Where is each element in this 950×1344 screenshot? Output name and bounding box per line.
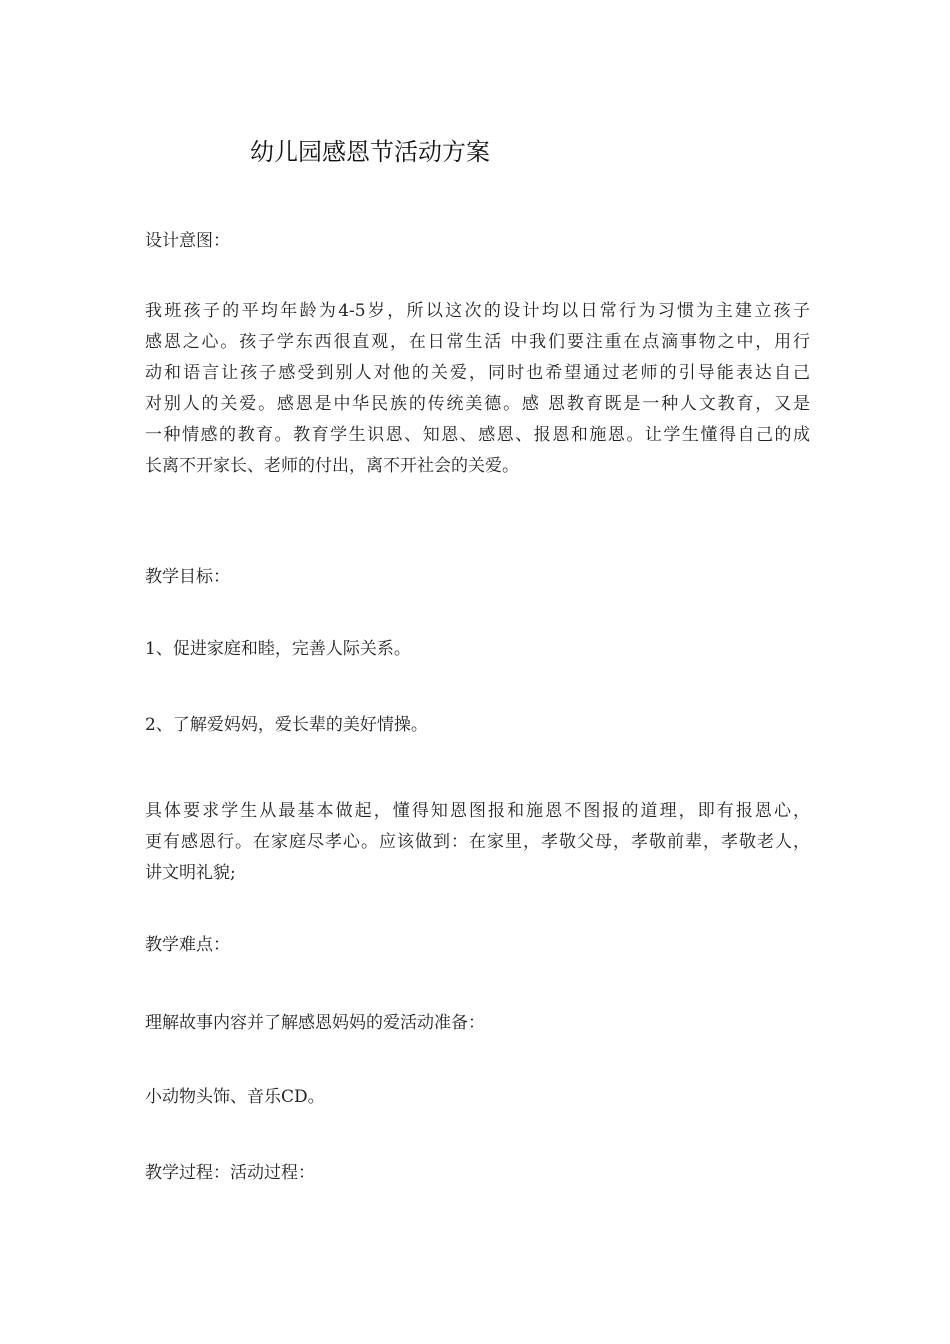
paragraph-line: 我班孩子的平均年龄为4-5岁，所以这次的设计均以日常行为习惯为主建立孩子 <box>145 301 810 321</box>
goal-item-1: 1、促进家庭和睦，完善人际关系。 <box>145 639 411 659</box>
paragraph-line: 动和语言让孩子感受到别人对他的关爱，同时也希望通过老师的引导能表达自己 <box>145 363 810 383</box>
teaching-difficulty-heading: 教学难点： <box>145 935 230 955</box>
paragraph-line: 感恩之心。孩子学东西很直观，在日常生活 中我们要注重在点滴事物之中，用行 <box>145 332 810 352</box>
paragraph-line: 一种情感的教育。教育学生识恩、知恩、感恩、报恩和施恩。让学生懂得自己的成 <box>145 425 810 445</box>
teaching-difficulty-text: 理解故事内容并了解感恩妈妈的爱活动准备： <box>145 1013 485 1033</box>
paragraph-line: 讲文明礼貌; <box>145 863 236 883</box>
preparation-text: 小动物头饰、音乐CD。 <box>145 1087 325 1107</box>
paragraph-line: 具体要求学生从最基本做起，懂得知恩图报和施恩不图报的道理，即有报恩心， <box>145 801 810 821</box>
document-title: 幼儿园感恩节活动方案 <box>250 138 490 166</box>
teaching-process-heading: 教学过程：活动过程： <box>145 1163 315 1183</box>
paragraph-line: 对别人的关爱。感恩是中华民族的传统美德。感 恩教育既是一种人文教育，又是 <box>145 394 810 414</box>
requirements-paragraph <box>145 796 810 889</box>
goal-item-2: 2、了解爱妈妈，爱长辈的美好情操。 <box>145 715 428 735</box>
design-intent-paragraph <box>145 296 810 482</box>
teaching-goals-heading: 教学目标： <box>145 567 230 587</box>
paragraph-line: 更有感恩行。在家庭尽孝心。应该做到：在家里，孝敬父母，孝敬前辈，孝敬老人， <box>145 832 810 852</box>
design-intent-heading: 设计意图： <box>145 231 230 251</box>
paragraph-line: 长离不开家长、老师的付出，离不开社会的关爱。 <box>145 456 519 476</box>
